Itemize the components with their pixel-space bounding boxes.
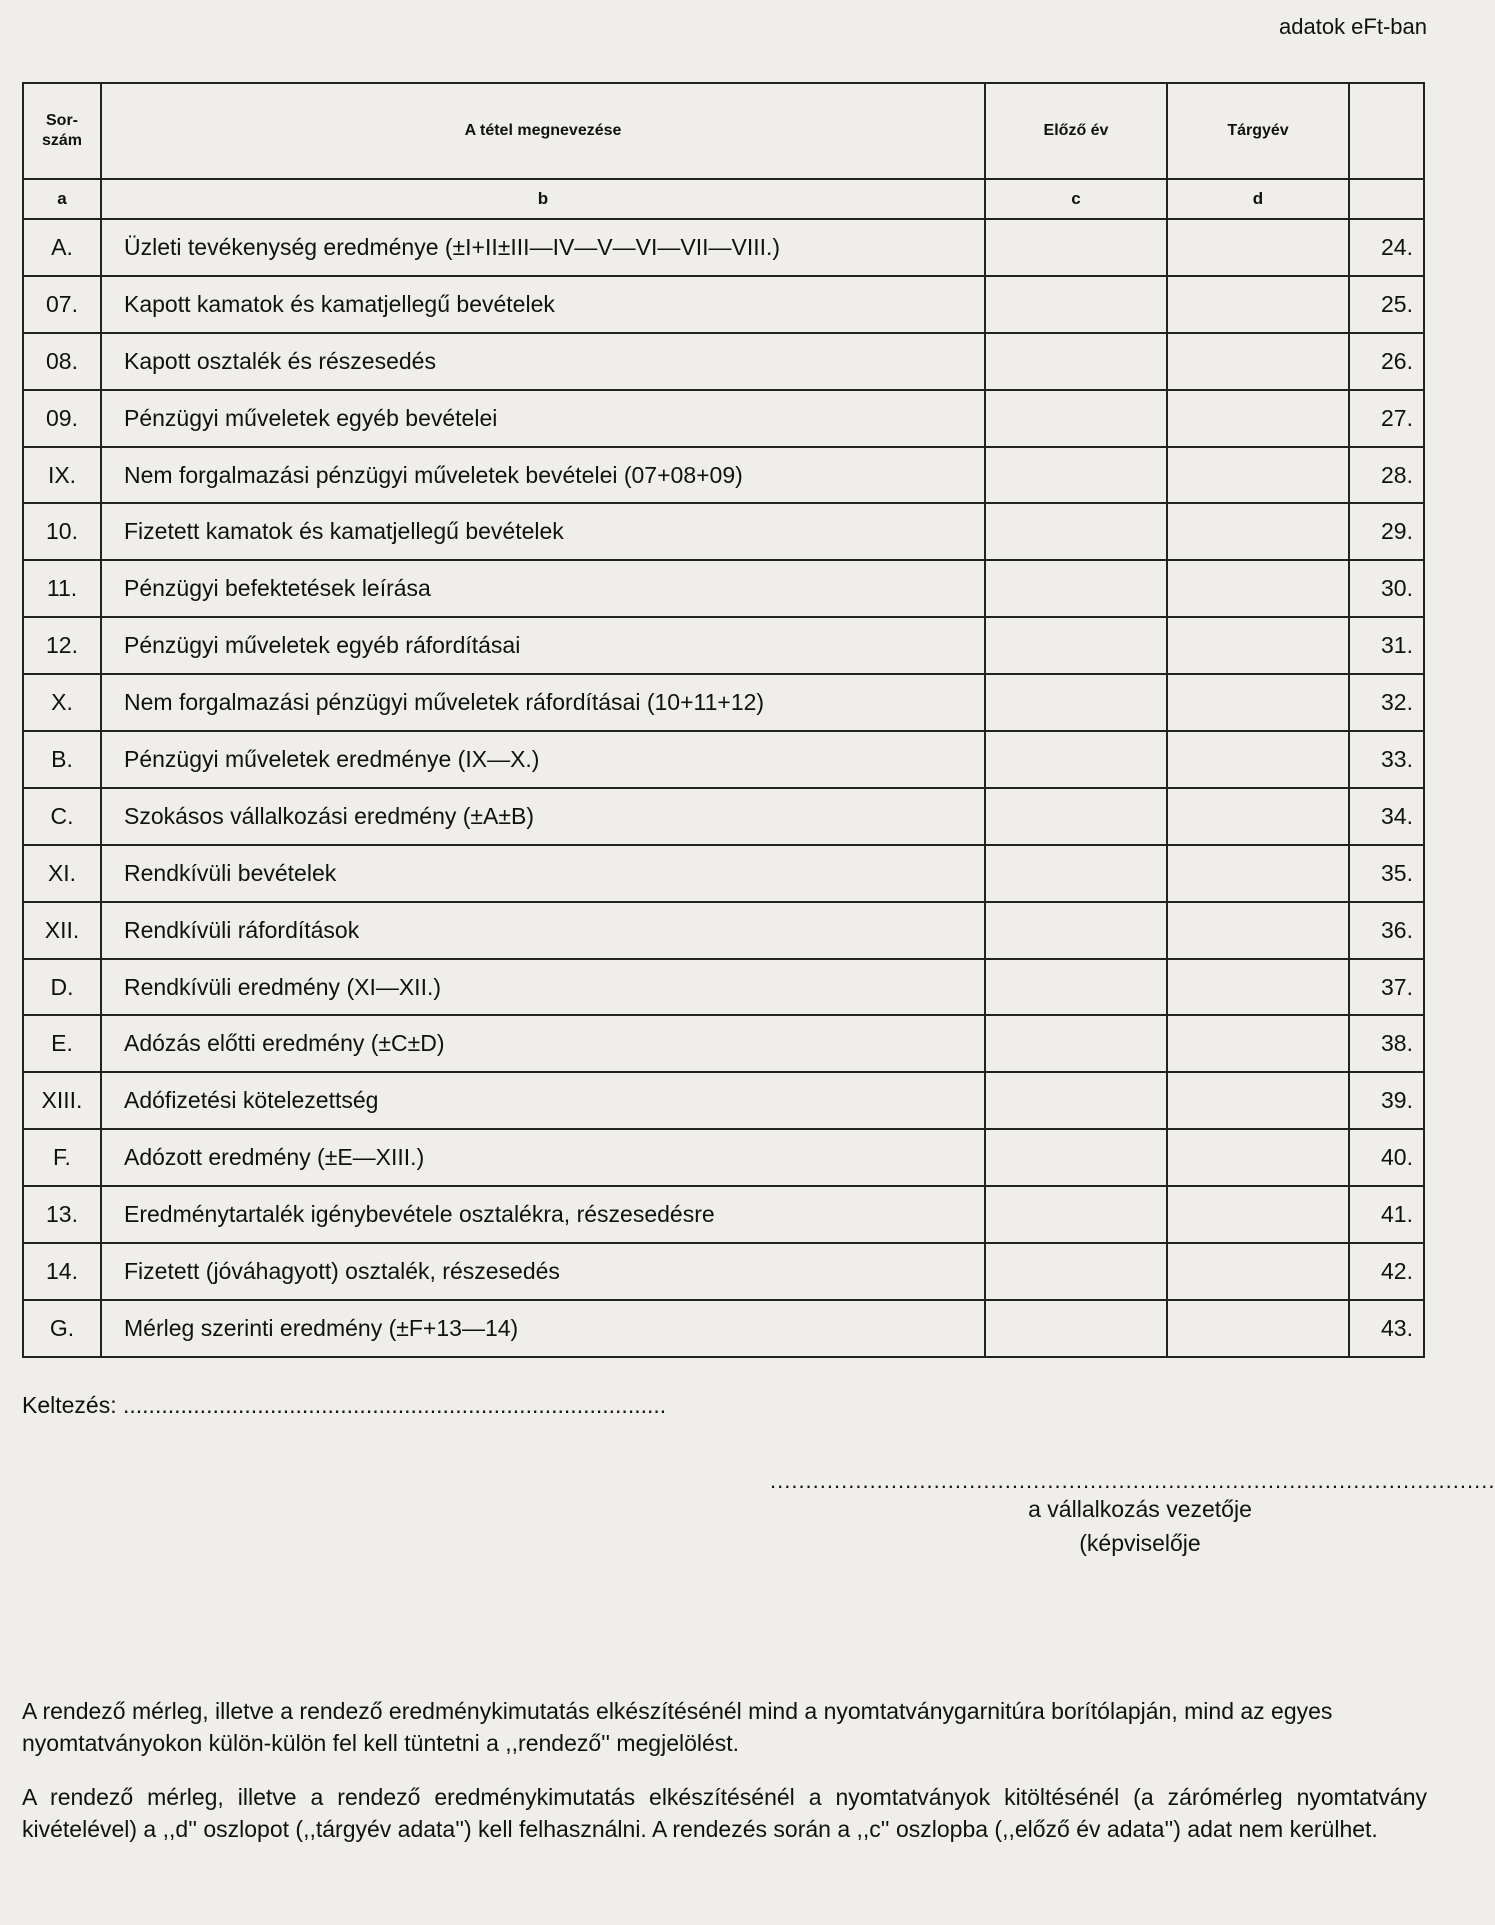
row-current-year-cell	[1167, 219, 1349, 276]
row-number: 25.	[1349, 276, 1424, 333]
row-name: Mérleg szerinti eredmény (±F+13—14)	[101, 1300, 985, 1357]
row-name: Eredménytartalék igénybevétele osztalékra, részesedésre	[101, 1186, 985, 1243]
row-prev-year-cell	[985, 674, 1167, 731]
row-code: A.	[23, 219, 101, 276]
table-row	[23, 731, 1424, 788]
row-prev-year-cell	[985, 1072, 1167, 1129]
row-current-year-cell	[1167, 1186, 1349, 1243]
row-number: 38.	[1349, 1015, 1424, 1072]
signature-label: a vállalkozás vezetője (képviselője	[1028, 1496, 1252, 1556]
table-row	[23, 1300, 1424, 1357]
row-number: 37.	[1349, 959, 1424, 1016]
letter-c: c	[985, 179, 1167, 219]
row-name: Adózott eredmény (±E—XIII.)	[101, 1129, 985, 1186]
row-prev-year-cell	[985, 1129, 1167, 1186]
header-tetel-megnevezese: A tétel megnevezése	[101, 83, 985, 179]
table-row	[23, 219, 1424, 276]
header-sorszam: Sor- szám	[23, 83, 101, 179]
letter-d: d	[1167, 179, 1349, 219]
row-current-year-cell	[1167, 1015, 1349, 1072]
row-number: 36.	[1349, 902, 1424, 959]
row-code: 13.	[23, 1186, 101, 1243]
header-elozo-ev: Előző év	[985, 83, 1167, 179]
letter-b: b	[101, 179, 985, 219]
row-code: X.	[23, 674, 101, 731]
row-number: 39.	[1349, 1072, 1424, 1129]
row-prev-year-cell	[985, 1186, 1167, 1243]
row-code: 09.	[23, 390, 101, 447]
table-row	[23, 276, 1424, 333]
table-row	[23, 390, 1424, 447]
row-prev-year-cell	[985, 788, 1167, 845]
row-name: Nem forgalmazási pénzügyi műveletek bevételei (07+08+09)	[101, 447, 985, 504]
table-row	[23, 503, 1424, 560]
row-code: 08.	[23, 333, 101, 390]
row-code: 11.	[23, 560, 101, 617]
row-current-year-cell	[1167, 1072, 1349, 1129]
row-number: 30.	[1349, 560, 1424, 617]
row-code: 07.	[23, 276, 101, 333]
row-name: Pénzügyi műveletek eredménye (IX—X.)	[101, 731, 985, 788]
row-number: 33.	[1349, 731, 1424, 788]
row-current-year-cell	[1167, 845, 1349, 902]
row-prev-year-cell	[985, 333, 1167, 390]
unit-note: adatok eFt-ban	[1279, 14, 1427, 39]
row-current-year-cell	[1167, 333, 1349, 390]
header-targyev: Tárgyév	[1167, 83, 1349, 179]
note-paragraph-1: A rendező mérleg, illetve a rendező eredménykimutatás elkészítésénél mind a nyomtatványgarnitúra borítólapján, mind az egyes nyomtatványokon külön-külön fel kell tüntetni a ,,rendező'' megjelölést.	[22, 1698, 1333, 1756]
row-current-year-cell	[1167, 390, 1349, 447]
letter-empty	[1349, 179, 1424, 219]
row-prev-year-cell	[985, 1015, 1167, 1072]
row-number: 43.	[1349, 1300, 1424, 1357]
row-prev-year-cell	[985, 731, 1167, 788]
table-row	[23, 1015, 1424, 1072]
row-name: Fizetett kamatok és kamatjellegű bevételek	[101, 503, 985, 560]
row-prev-year-cell	[985, 390, 1167, 447]
row-number: 32.	[1349, 674, 1424, 731]
row-code: B.	[23, 731, 101, 788]
row-current-year-cell	[1167, 1129, 1349, 1186]
row-name: Fizetett (jóváhagyott) osztalék, részesedés	[101, 1243, 985, 1300]
row-number: 29.	[1349, 503, 1424, 560]
row-number: 28.	[1349, 447, 1424, 504]
table-row	[23, 674, 1424, 731]
row-code: F.	[23, 1129, 101, 1186]
row-current-year-cell	[1167, 617, 1349, 674]
table-row	[23, 447, 1424, 504]
header-rownum	[1349, 83, 1424, 179]
row-code: IX.	[23, 447, 101, 504]
row-prev-year-cell	[985, 617, 1167, 674]
row-prev-year-cell	[985, 959, 1167, 1016]
row-name: Pénzügyi műveletek egyéb bevételei	[101, 390, 985, 447]
table-row	[23, 333, 1424, 390]
row-number: 27.	[1349, 390, 1424, 447]
column-letter-row	[23, 179, 1424, 219]
row-code: 12.	[23, 617, 101, 674]
row-name: Nem forgalmazási pénzügyi műveletek ráfordításai (10+11+12)	[101, 674, 985, 731]
row-current-year-cell	[1167, 788, 1349, 845]
row-number: 34.	[1349, 788, 1424, 845]
row-name: Adózás előtti eredmény (±C±D)	[101, 1015, 985, 1072]
row-name: Szokásos vállalkozási eredmény (±A±B)	[101, 788, 985, 845]
row-number: 24.	[1349, 219, 1424, 276]
row-number: 35.	[1349, 845, 1424, 902]
row-number: 40.	[1349, 1129, 1424, 1186]
row-current-year-cell	[1167, 1300, 1349, 1357]
row-name: Kapott osztalék és részesedés	[101, 333, 985, 390]
table-row	[23, 959, 1424, 1016]
date-line: Keltezés: .....................................................................................	[22, 1392, 667, 1418]
row-name: Adófizetési kötelezettség	[101, 1072, 985, 1129]
row-code: G.	[23, 1300, 101, 1357]
row-code: D.	[23, 959, 101, 1016]
row-current-year-cell	[1167, 447, 1349, 504]
row-current-year-cell	[1167, 731, 1349, 788]
table-row	[23, 1072, 1424, 1129]
table-row	[23, 560, 1424, 617]
row-name: Rendkívüli bevételek	[101, 845, 985, 902]
row-prev-year-cell	[985, 1300, 1167, 1357]
table-row	[23, 1186, 1424, 1243]
row-current-year-cell	[1167, 674, 1349, 731]
signature-line: ......................................................................................................	[770, 1468, 1495, 1493]
table-row	[23, 1243, 1424, 1300]
row-number: 31.	[1349, 617, 1424, 674]
table-row	[23, 617, 1424, 674]
row-name: Rendkívüli ráfordítások	[101, 902, 985, 959]
row-name: Üzleti tevékenység eredménye (±I+II±III—IV—V—VI—VII—VIII.)	[101, 219, 985, 276]
row-name: Pénzügyi műveletek egyéb ráfordításai	[101, 617, 985, 674]
row-code: XII.	[23, 902, 101, 959]
row-code: C.	[23, 788, 101, 845]
row-current-year-cell	[1167, 959, 1349, 1016]
income-statement-table	[22, 82, 1425, 1358]
row-current-year-cell	[1167, 503, 1349, 560]
row-number: 42.	[1349, 1243, 1424, 1300]
row-prev-year-cell	[985, 276, 1167, 333]
row-code: 14.	[23, 1243, 101, 1300]
row-code: E.	[23, 1015, 101, 1072]
row-current-year-cell	[1167, 1243, 1349, 1300]
row-current-year-cell	[1167, 276, 1349, 333]
note-paragraph-2: A rendező mérleg, illetve a rendező eredménykimutatás elkészítésénél a nyomtatványok kitöltésénél (a zárómérleg nyomtatvány kivételével) a ,,d'' oszlopot (,,tárgyév adata'') kell felhasználni. A rendezés során a ,,c'' oszlopba (,,előző év adata'') adat nem kerülhet.	[22, 1784, 1427, 1842]
row-prev-year-cell	[985, 447, 1167, 504]
row-name: Rendkívüli eredmény (XI—XII.)	[101, 959, 985, 1016]
row-prev-year-cell	[985, 560, 1167, 617]
letter-a: a	[23, 179, 101, 219]
table-row	[23, 1129, 1424, 1186]
row-prev-year-cell	[985, 1243, 1167, 1300]
row-code: XIII.	[23, 1072, 101, 1129]
row-prev-year-cell	[985, 503, 1167, 560]
row-prev-year-cell	[985, 902, 1167, 959]
row-name: Pénzügyi befektetések leírása	[101, 560, 985, 617]
table-row	[23, 902, 1424, 959]
table-row	[23, 788, 1424, 845]
row-current-year-cell	[1167, 560, 1349, 617]
row-prev-year-cell	[985, 219, 1167, 276]
row-current-year-cell	[1167, 902, 1349, 959]
header-row	[23, 83, 1424, 179]
row-number: 41.	[1349, 1186, 1424, 1243]
row-code: XI.	[23, 845, 101, 902]
row-code: 10.	[23, 503, 101, 560]
table-row	[23, 845, 1424, 902]
row-name: Kapott kamatok és kamatjellegű bevételek	[101, 276, 985, 333]
row-prev-year-cell	[985, 845, 1167, 902]
row-number: 26.	[1349, 333, 1424, 390]
